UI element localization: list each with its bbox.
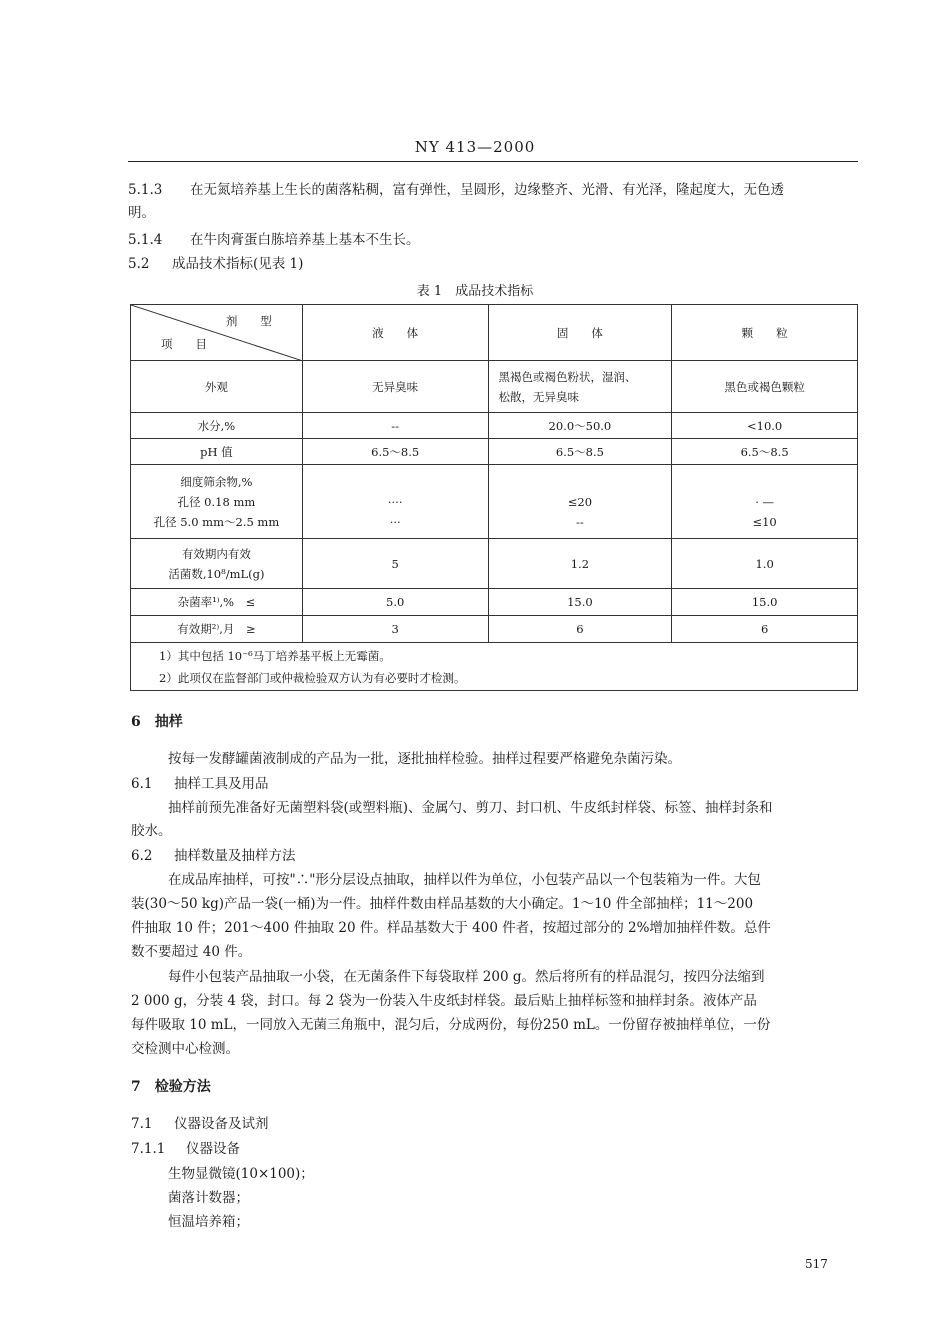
fineness-liquid-1: ····	[387, 494, 403, 509]
section-6-2-line: 每件吸取 10 mL，一同放入无菌三角瓶中，混匀后，分成两份，每份250 mL。一份留存被抽样单位，一份	[131, 1017, 771, 1033]
row-label: 杂菌率¹⁾,% ≤	[131, 589, 303, 616]
cell-solid	[488, 361, 672, 413]
cell-liquid: 无异臭味	[302, 361, 488, 413]
cell-liquid: 6.5～8.5	[302, 439, 488, 465]
row-label-fineness	[131, 465, 303, 539]
section-7-1-title: 仪器设备及试剂	[174, 1116, 269, 1132]
section-6-text: 按每一发酵罐菌液制成的产品为一批，逐批抽样检验。抽样过程要严格避免杂菌污染。	[168, 751, 681, 767]
table-notes-row	[131, 643, 858, 691]
section-6-2-line: 在成品库抽样，可按"∴"形分层设点抽取，抽样以件为单位，小包装产品以一个包装箱为一件。大包	[168, 872, 761, 888]
fineness-label-1: 细度筛余物,%	[180, 474, 253, 489]
section-6-1-line2: 胶水。	[131, 823, 172, 839]
cell-liquid: 3	[302, 616, 488, 643]
row-label-viable	[131, 539, 303, 589]
section-6-heading: 6 抽样	[131, 714, 183, 730]
column-header-liquid: 液 体	[302, 305, 488, 361]
table-row	[131, 589, 858, 616]
equipment-item: 生物显微镜(10×100)；	[168, 1166, 314, 1182]
fineness-solid-1: ≤20	[567, 494, 593, 509]
table-note-1: 1）其中包括 10⁻⁶马丁培养基平板上无霉菌。	[159, 648, 391, 663]
table-row	[131, 465, 858, 539]
corner-header-cell	[131, 305, 303, 361]
section-6-1-title: 抽样工具及用品	[174, 776, 269, 792]
equipment-item: 菌落计数器；	[168, 1190, 249, 1206]
cell-granule: 6.5～8.5	[672, 439, 858, 465]
fineness-solid-2: --	[576, 514, 584, 529]
cell-granule: <10.0	[672, 413, 858, 439]
corner-bottom-label: 项 目	[161, 337, 207, 351]
table-header-row	[131, 305, 858, 361]
table-row	[131, 616, 858, 643]
cell-solid: 6	[488, 616, 672, 643]
section-5-1-4-number: 5.1.4	[128, 232, 163, 248]
cell-solid-line2: 松散，无异臭味	[498, 389, 580, 404]
cell-solid: 15.0	[488, 589, 672, 616]
table-note-2: 2）此项仅在监督部门或仲裁检验双方认为有必要时才检测。	[159, 670, 466, 685]
table-row	[131, 539, 858, 589]
section-6-2-number: 6.2	[131, 848, 153, 864]
column-header-granule: 颗 粒	[672, 305, 858, 361]
viable-label-2: 活菌数,10⁸/mL(g)	[168, 566, 265, 581]
table-caption: 表 1 成品技术指标	[416, 284, 534, 299]
section-6-2-line: 装(30～50 kg)产品一袋(一桶)为一件。抽样件数由样品基数的大小确定。1～10 件全部抽样；11～200	[131, 896, 754, 912]
section-5-1-4-text: 在牛肉膏蛋白胨培养基上基本不生长。	[190, 232, 420, 248]
cell-liquid: 5	[302, 539, 488, 589]
cell-liquid: --	[302, 413, 488, 439]
section-5-1-3-line2: 明。	[128, 205, 155, 221]
section-7-heading: 7 检验方法	[131, 1079, 211, 1095]
viable-label-1: 有效期内有效	[181, 546, 251, 561]
fineness-granule-2: ≤10	[752, 514, 777, 529]
section-6-1-line1: 抽样前预先准备好无菌塑料袋(或塑料瓶)、金属勺、剪刀、封口机、牛皮纸封样袋、标签、抽样封条和	[168, 800, 773, 816]
cell-solid-line1: 黑褐色或褐色粉状，湿润、	[498, 369, 637, 384]
section-6-2-line: 件抽取 10 件；201～400 件抽取 20 件。样品基数大于 400 件者，按超过部分的 2%增加抽样件数。总件	[131, 920, 771, 936]
fineness-liquid-2: ···	[389, 514, 401, 529]
fineness-granule-1: · —	[755, 494, 775, 509]
section-6-1-number: 6.1	[131, 776, 153, 792]
header-rule	[128, 161, 858, 162]
fineness-label-2: 孔径 0.18 mm	[177, 494, 256, 509]
section-5-1-3-line1: 在无氮培养基上生长的菌落粘稠，富有弹性，呈圆形，边缘整齐、光滑、有光泽，隆起度大，无色透	[190, 182, 784, 198]
section-7-1-1-title: 仪器设备	[186, 1141, 240, 1157]
section-5-2-number: 5.2	[128, 256, 150, 272]
row-label: 有效期²⁾,月 ≥	[131, 616, 303, 643]
page-header: NY 413—2000	[414, 138, 536, 156]
row-label: 水分,%	[131, 413, 303, 439]
table-row	[131, 413, 858, 439]
section-6-2-line: 交检测中心检测。	[131, 1041, 239, 1057]
cell-solid: 1.2	[488, 539, 672, 589]
section-7-1-1-number: 7.1.1	[131, 1141, 166, 1157]
corner-top-label: 剂 型	[225, 314, 272, 328]
section-5-2-text: 成品技术指标(见表 1)	[172, 256, 304, 272]
section-6-2-line: 每件小包装产品抽取一小袋，在无菌条件下每袋取样 200 g。然后将所有的样品混匀，按四分法缩到	[168, 969, 765, 985]
fineness-label-3: 孔径 5.0 mm～2.5 mm	[153, 514, 280, 529]
cell-granule: 6	[672, 616, 858, 643]
cell-granule: 15.0	[672, 589, 858, 616]
cell-liquid	[302, 465, 488, 539]
table-notes	[131, 643, 858, 691]
cell-granule: 1.0	[672, 539, 858, 589]
row-label: 外观	[131, 361, 303, 413]
table-row	[131, 361, 858, 413]
cell-solid	[488, 465, 672, 539]
cell-solid: 6.5～8.5	[488, 439, 672, 465]
row-label: pH 值	[131, 439, 303, 465]
equipment-item: 恒温培养箱；	[168, 1214, 249, 1230]
diagonal-line	[131, 305, 303, 361]
section-7-1-number: 7.1	[131, 1116, 153, 1132]
section-5-1-3-number: 5.1.3	[128, 182, 163, 198]
cell-liquid: 5.0	[302, 589, 488, 616]
table-row	[131, 439, 858, 465]
section-6-2-line: 数不要超过 40 件。	[131, 944, 252, 960]
spec-table	[130, 304, 858, 691]
cell-granule	[672, 465, 858, 539]
section-6-2-title: 抽样数量及抽样方法	[174, 848, 296, 864]
page-number: 517	[805, 1257, 828, 1271]
column-header-solid: 固 体	[488, 305, 672, 361]
cell-granule: 黑色或褐色颗粒	[672, 361, 858, 413]
cell-solid: 20.0～50.0	[488, 413, 672, 439]
section-6-2-line: 2 000 g，分装 4 袋，封口。每 2 袋为一份装入牛皮纸封样袋。最后贴上抽样标签和抽样封条。液体产品	[131, 993, 757, 1009]
